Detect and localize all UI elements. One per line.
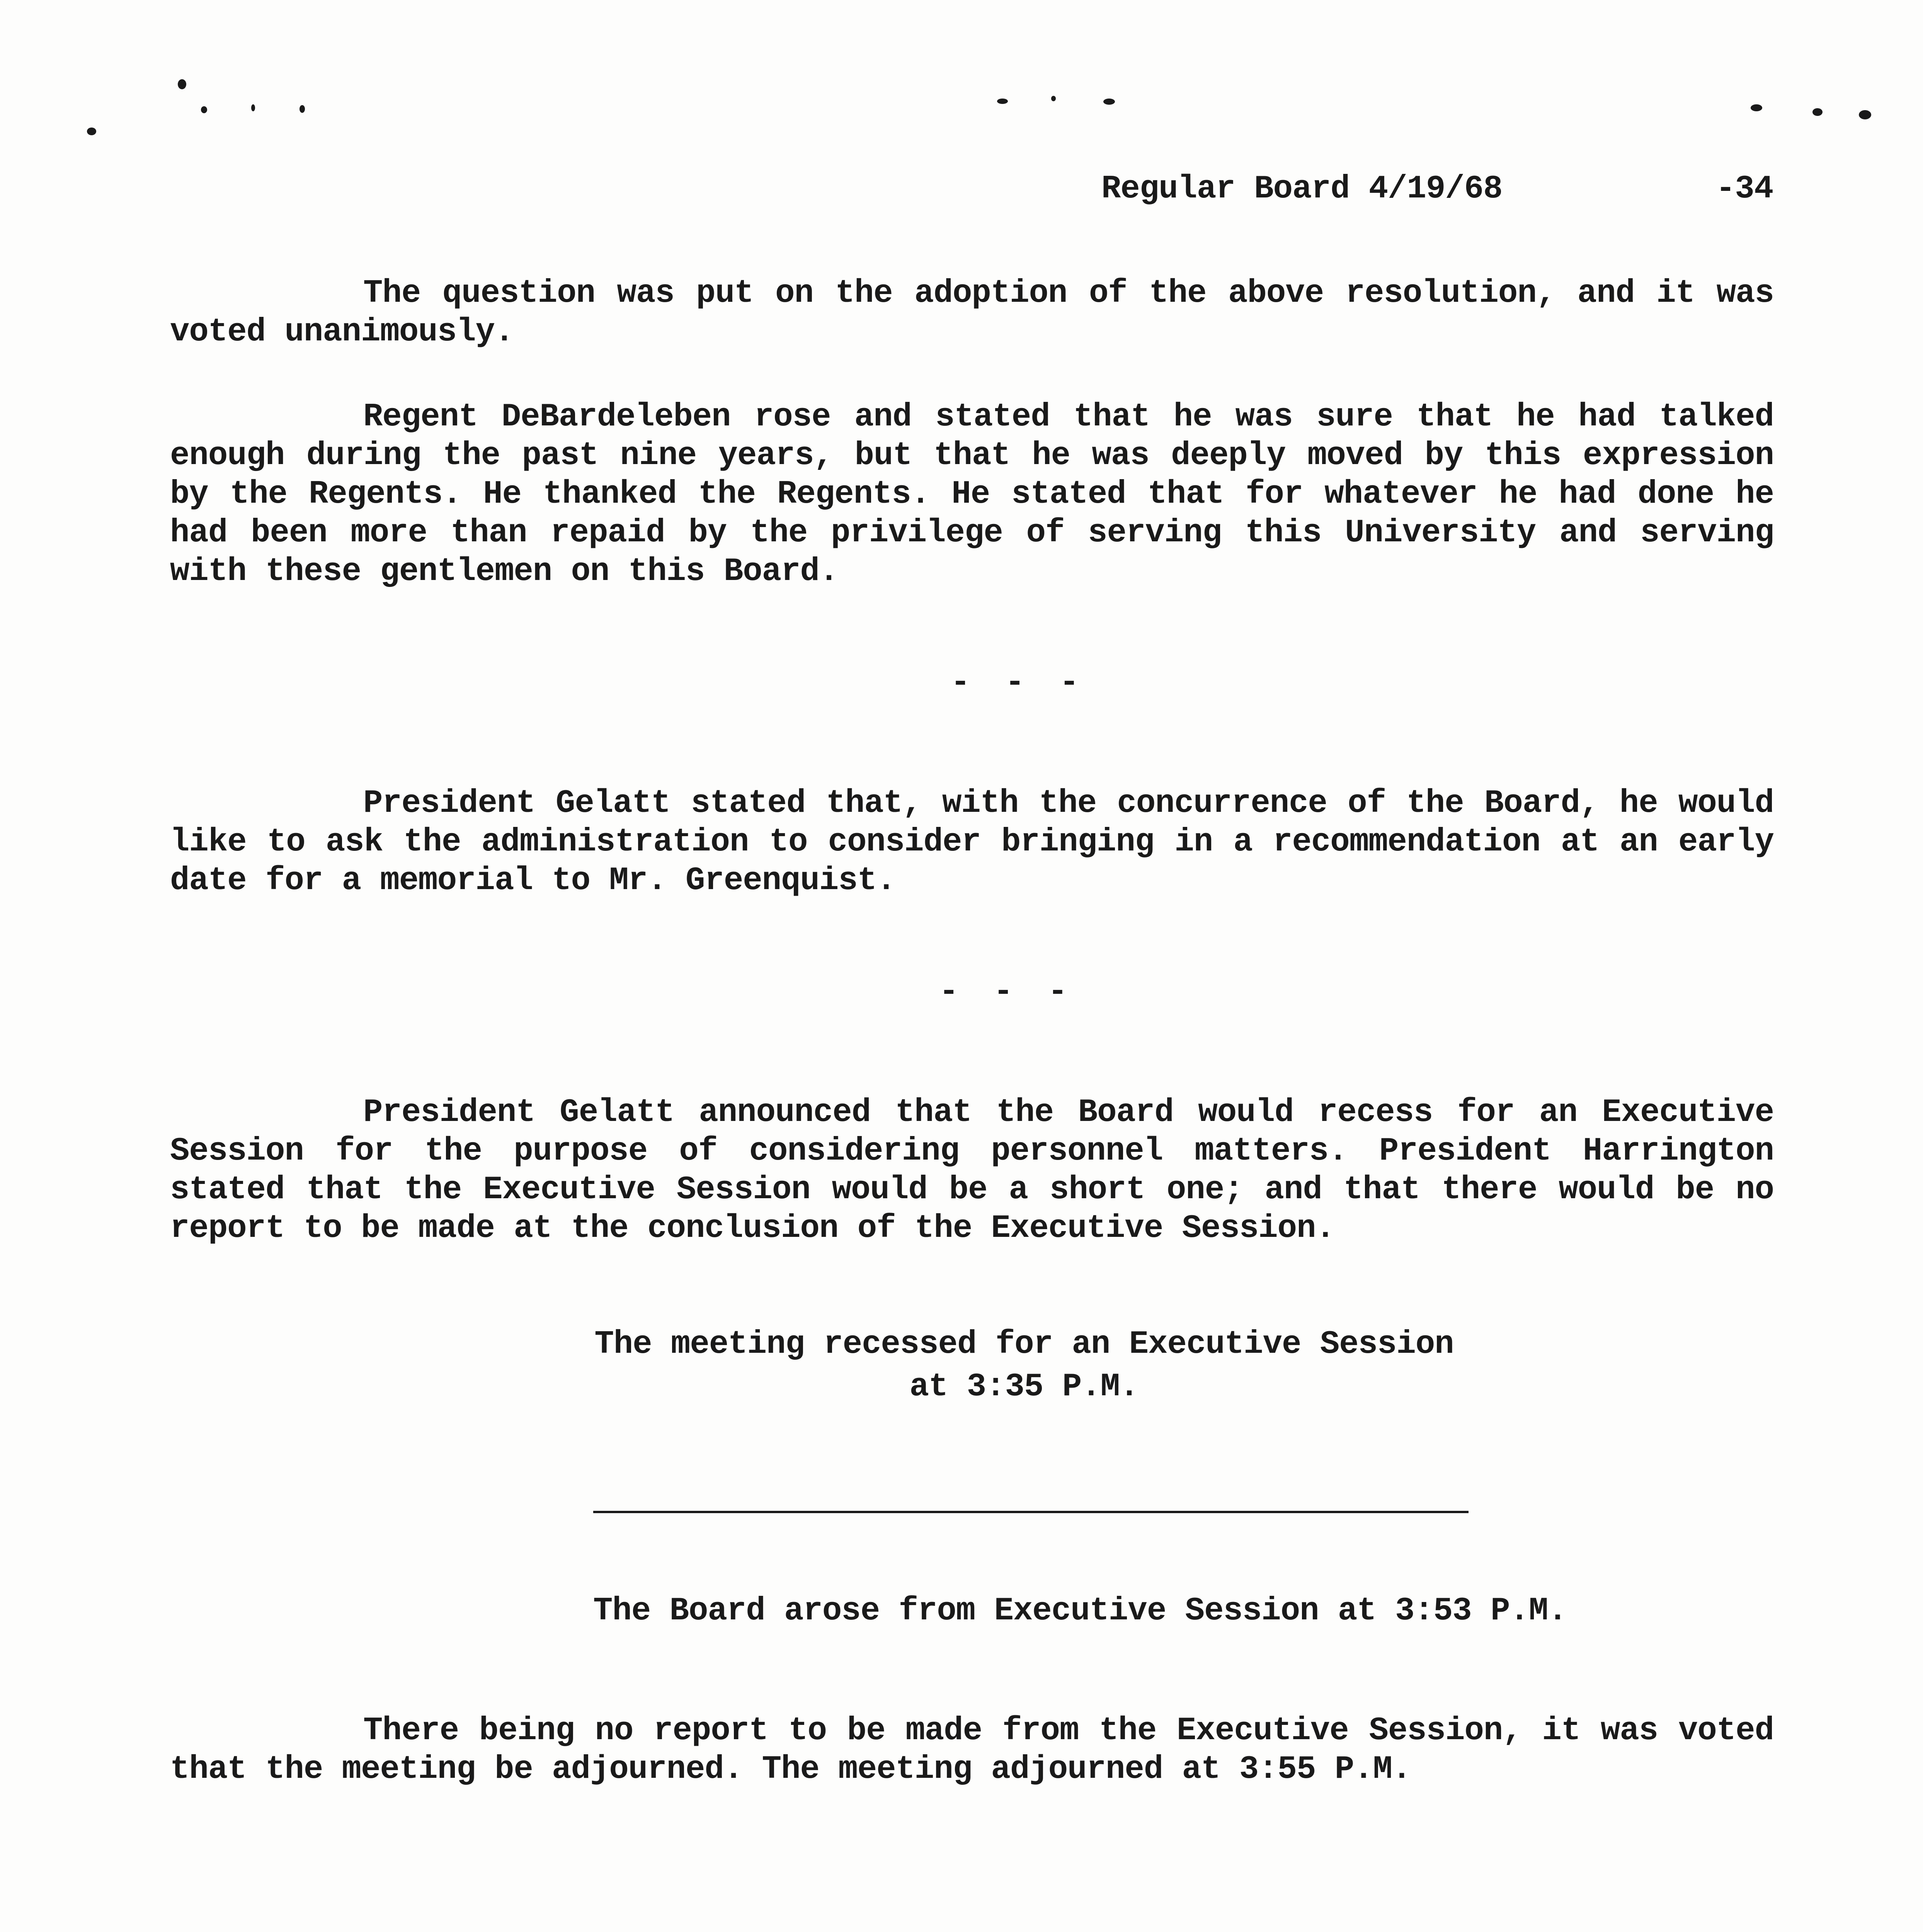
scan-speck <box>178 79 186 89</box>
section-separator: - - - <box>951 665 1087 701</box>
paragraph-executive-session: President Gelatt announced that the Board would recess for an Executive Session for the purpose of considering personnel matters. President Harrington stated that the Executive Session would be a short one; and that there would be no report to be made at the conclusion of the Executive Session. <box>170 1094 1774 1247</box>
scan-speck <box>997 99 1008 104</box>
scan-speck <box>87 128 96 135</box>
scan-speck <box>201 106 207 113</box>
recess-line-1: The meeting recessed for an Executive Session <box>594 1326 1454 1363</box>
horizontal-rule <box>593 1511 1469 1513</box>
scan-speck <box>1812 108 1823 116</box>
scan-speck <box>1051 96 1056 101</box>
section-separator: - - - <box>939 974 1076 1010</box>
paragraph-adjourn: There being no report to be made from the Executive Session, it was voted that the meeting be adjourned. The meeting adjourned at 3:55 P.M. <box>170 1713 1774 1788</box>
header-page-ref: -34 <box>1716 171 1773 207</box>
scan-speck <box>300 105 305 113</box>
recess-line-2: at 3:35 P.M. <box>909 1369 1139 1405</box>
paragraph-adoption: The question was put on the adoption of the above resolution, and it was voted unanimously. <box>170 275 1774 350</box>
scan-speck <box>1751 104 1762 111</box>
paragraph-memorial: President Gelatt stated that, with the concurrence of the Board, he would like to ask the administration to consider bringing in a recommendation at an early date for a memorial to Mr. Greenquist. <box>170 785 1774 899</box>
scan-speck <box>1859 110 1871 119</box>
arose-line: The Board arose from Executive Session at 3:53 P.M. <box>593 1593 1567 1629</box>
paragraph-debardeleben: Regent DeBardeleben rose and stated that he was sure that he had talked enough during the past nine years, but that he was deeply moved by this expression by the Regents. He thanked the Regents. He stated that for whatever he had done he had been more than repaid by the privilege of serving this University and serving with these gentlemen on this Board. <box>170 399 1774 590</box>
scan-speck <box>251 104 255 111</box>
scan-speck <box>1103 99 1115 105</box>
header-title: Regular Board 4/19/68 <box>1101 171 1503 207</box>
